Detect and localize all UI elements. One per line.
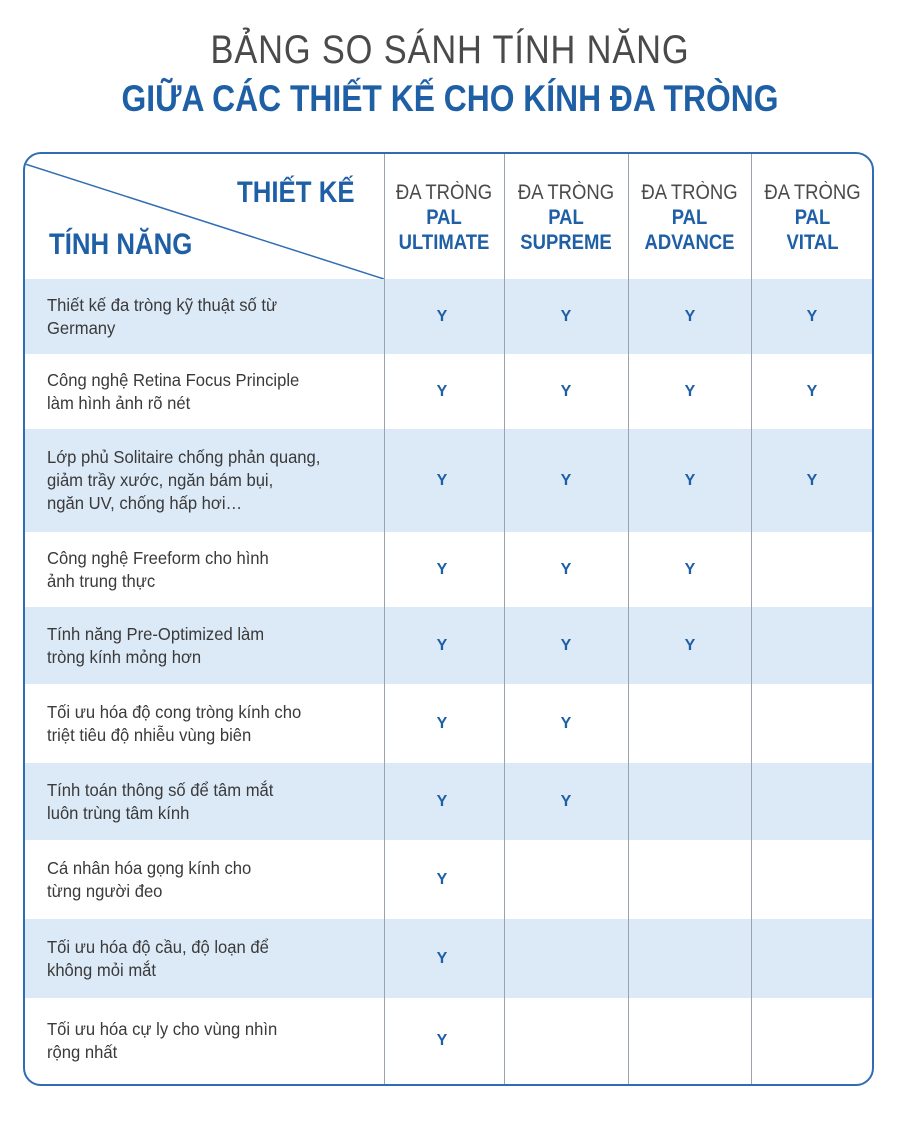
- support-mark: Y: [436, 636, 448, 654]
- feature-description: [47, 1018, 351, 1064]
- feature-description-line: Công nghệ Retina Focus Principle: [47, 369, 300, 390]
- page-subtitle: GIỮA CÁC THIẾT KẾ CHO KÍNH ĐA TRÒNG: [121, 78, 779, 119]
- feature-description-line: Thiết kế đa tròng kỹ thuật số từ: [47, 294, 278, 315]
- feature-description: [47, 701, 351, 747]
- feature-description-line: từng người đeo: [47, 880, 163, 901]
- table-row: [25, 840, 874, 919]
- column-header-line: ULTIMATE: [398, 231, 490, 254]
- feature-description-line: không mỏi mắt: [47, 959, 157, 980]
- feature-description: [47, 623, 351, 669]
- support-mark: Y: [684, 636, 696, 654]
- feature-description: [47, 857, 351, 903]
- feature-description-line: Germany: [47, 317, 116, 338]
- table-row: [25, 429, 874, 532]
- feature-description: [47, 369, 351, 415]
- feature-description-line: Tối ưu hóa độ cầu, độ loạn để: [47, 936, 269, 957]
- column-header-line: VITAL: [786, 231, 839, 254]
- support-mark: Y: [436, 949, 448, 967]
- table-row: [25, 607, 874, 684]
- support-mark: Y: [806, 471, 818, 489]
- feature-description-line: ảnh trung thực: [47, 570, 156, 591]
- feature-description: [47, 547, 351, 593]
- support-mark: Y: [436, 471, 448, 489]
- support-mark: Y: [436, 382, 448, 400]
- column-header-line: SUPREME: [520, 231, 612, 254]
- feature-description-line: làm hình ảnh rõ nét: [47, 392, 191, 413]
- column-header-line: PAL: [671, 206, 708, 229]
- column-header-line: ĐA TRÒNG: [517, 181, 615, 204]
- comparison-table: [23, 152, 874, 1086]
- support-mark: Y: [684, 471, 696, 489]
- feature-axis-label: TÍNH NĂNG: [49, 228, 193, 261]
- feature-description-line: luôn trùng tâm kính: [47, 802, 190, 823]
- feature-description-line: Tính toán thông số để tâm mắt: [47, 779, 274, 800]
- table-row: [25, 684, 874, 763]
- column-header-vital: [751, 154, 874, 279]
- column-divider: [628, 154, 629, 1086]
- support-mark: Y: [436, 1032, 448, 1049]
- support-mark: Y: [436, 307, 448, 325]
- column-header-line: ĐA TRÒNG: [641, 181, 738, 204]
- support-mark: Y: [560, 471, 572, 489]
- support-mark: Y: [436, 714, 448, 732]
- feature-description-line: giảm trầy xước, ngăn bám bụi,: [47, 470, 274, 490]
- column-header-supreme: [504, 154, 628, 279]
- design-axis-label: THIẾT KẾ: [237, 176, 355, 209]
- feature-description: [47, 446, 351, 515]
- support-mark: Y: [684, 382, 696, 400]
- feature-description: [47, 936, 351, 982]
- feature-description-line: Tối ưu hóa cự ly cho vùng nhìn: [47, 1019, 278, 1039]
- support-mark: Y: [560, 792, 572, 810]
- table-row: [25, 354, 874, 429]
- page-title: BẢNG SO SÁNH TÍNH NĂNG: [210, 28, 690, 72]
- support-mark: Y: [436, 792, 448, 810]
- support-mark: Y: [560, 307, 572, 325]
- feature-description: [47, 779, 351, 825]
- feature-description-line: Tối ưu hóa độ cong tròng kính cho: [47, 701, 302, 722]
- feature-description-line: Tính năng Pre-Optimized làm: [47, 623, 265, 644]
- feature-description-line: tròng kính mỏng hơn: [47, 646, 202, 667]
- support-mark: Y: [560, 560, 572, 578]
- column-header-line: PAL: [548, 206, 584, 229]
- column-divider: [384, 154, 385, 1086]
- feature-description: [47, 294, 351, 340]
- support-mark: Y: [684, 307, 696, 325]
- support-mark: Y: [560, 714, 572, 732]
- header-corner-cell: [25, 154, 384, 279]
- feature-description-line: ngăn UV, chống hấp hơi…: [47, 493, 243, 513]
- column-divider: [504, 154, 505, 1086]
- support-mark: Y: [436, 870, 448, 888]
- column-header-advance: [628, 154, 751, 279]
- table-row: [25, 919, 874, 998]
- column-header-line: ĐA TRÒNG: [395, 181, 493, 204]
- table-header: [25, 154, 874, 279]
- column-header-line: PAL: [426, 206, 462, 229]
- column-header-line: ĐA TRÒNG: [764, 181, 861, 204]
- table-row: [25, 532, 874, 607]
- support-mark: Y: [560, 636, 572, 654]
- support-mark: Y: [806, 307, 818, 325]
- support-mark: Y: [436, 560, 448, 578]
- feature-description-line: rộng nhất: [47, 1042, 118, 1062]
- support-mark: Y: [684, 560, 696, 578]
- column-header-line: ADVANCE: [644, 231, 735, 254]
- feature-description-line: Công nghệ Freeform cho hình: [47, 547, 269, 568]
- table-row: [25, 279, 874, 354]
- feature-description-line: triệt tiêu độ nhiễu vùng biên: [47, 724, 252, 745]
- column-header-line: PAL: [794, 206, 831, 229]
- support-mark: Y: [806, 382, 818, 400]
- feature-description-line: Lớp phủ Solitaire chống phản quang,: [47, 447, 321, 467]
- support-mark: Y: [560, 382, 572, 400]
- table-row: [25, 763, 874, 840]
- column-divider: [751, 154, 752, 1086]
- column-header-ultimate: [384, 154, 504, 279]
- feature-description-line: Cá nhân hóa gọng kính cho: [47, 857, 252, 878]
- table-row: [25, 998, 874, 1084]
